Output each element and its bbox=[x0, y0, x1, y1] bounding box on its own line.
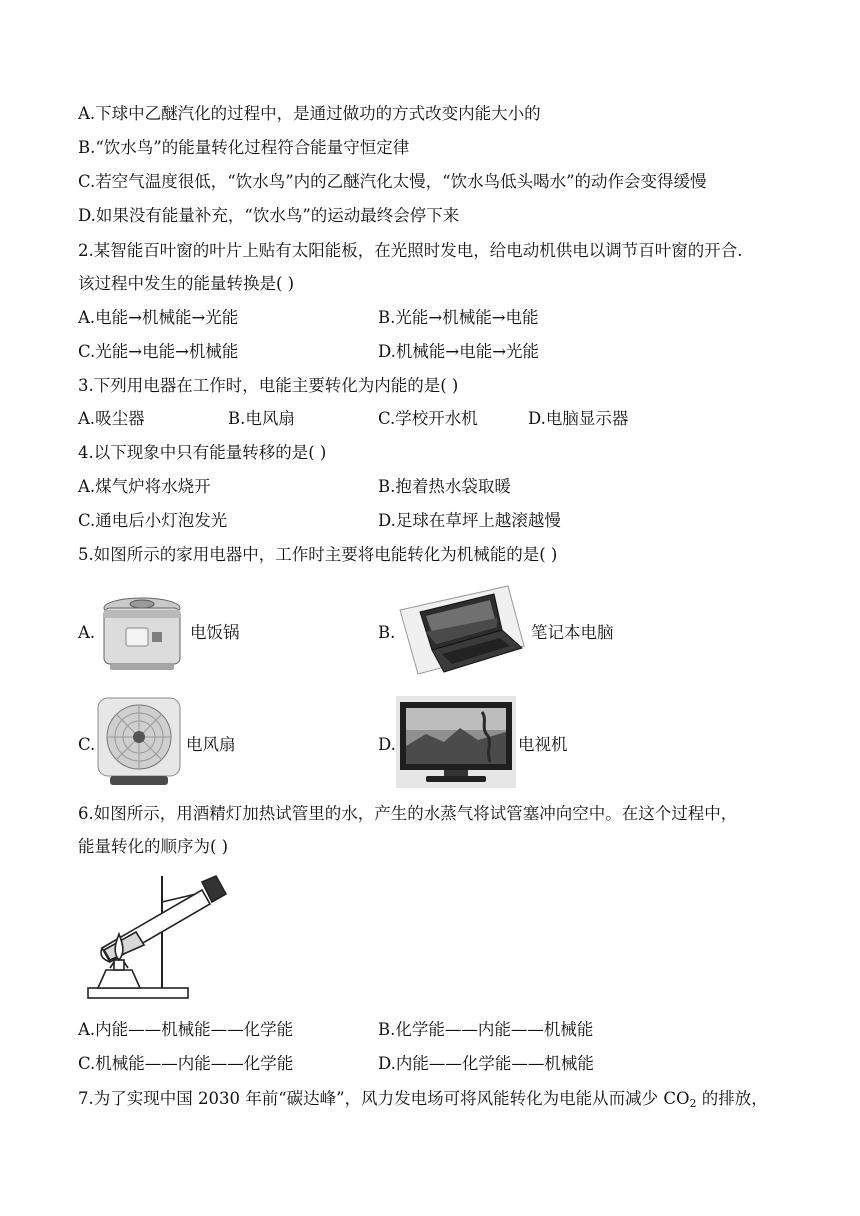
q6-stem-line2: 能量转化的顺序为( ) bbox=[78, 837, 229, 856]
q4-stem: 4.以下现象中只有能量转移的是( ) bbox=[78, 443, 327, 462]
q7-stem-part2: 的排放， bbox=[696, 1089, 768, 1108]
q6-option-c: C.机械能——内能——化学能 bbox=[78, 1054, 294, 1073]
q2-stem-line2: 该过程中发生的能量转换是( ) bbox=[78, 274, 295, 293]
q4-option-c: C.通电后小灯泡发光 bbox=[78, 511, 228, 530]
q1-option-c: C.若空气温度很低，“饮水鸟”内的乙醚汽化太慢，“饮水鸟低头喝水”的动作会变得缓慢 bbox=[78, 172, 707, 191]
q2-option-d: D.机械能→电能→光能 bbox=[378, 342, 540, 361]
q3-option-c: C.学校开水机 bbox=[378, 409, 478, 428]
q5-option-a-text: 电饭锅 bbox=[190, 623, 240, 642]
q6-option-d: D.内能——化学能——机械能 bbox=[378, 1054, 594, 1073]
test-tube-heating-diagram bbox=[84, 872, 230, 1004]
q6-stem-line1: 6.如图所示，用酒精灯加热试管里的水，产生的水蒸气将试管塞冲向空中。在这个过程中， bbox=[78, 804, 738, 823]
q2-option-b: B.光能→机械能→电能 bbox=[378, 308, 539, 327]
q5-option-d-text: 电视机 bbox=[518, 735, 568, 754]
q3-option-b: B.电风扇 bbox=[228, 409, 295, 428]
laptop-image bbox=[396, 582, 528, 686]
q3-stem: 3.下列用电器在工作时，电能主要转化为内能的是( ) bbox=[78, 376, 459, 395]
q4-option-b: B.抱着热水袋取暖 bbox=[378, 477, 511, 496]
q3-option-a: A.吸尘器 bbox=[78, 409, 145, 428]
q5-stem: 5.如图所示的家用电器中，工作时主要将电能转化为机械能的是( ) bbox=[78, 545, 558, 564]
co2-subscript: 2 bbox=[689, 1097, 697, 1110]
electric-fan-image bbox=[94, 696, 184, 788]
q1-option-d: D.如果没有能量补充，“饮水鸟”的运动最终会停下来 bbox=[78, 206, 460, 225]
q1-option-b: B.“饮水鸟”的能量转化过程符合能量守恒定律 bbox=[78, 138, 410, 157]
q7-stem-part1: 7.为了实现中国 2030 年前“碳达峰”，风力发电场可将风能转化为电能从而减少 CO bbox=[78, 1089, 690, 1108]
q5-option-b-text: 笔记本电脑 bbox=[531, 623, 614, 642]
q5-option-c-letter: C. bbox=[78, 735, 96, 754]
q2-option-a: A.电能→机械能→光能 bbox=[78, 308, 239, 327]
q5-option-a-letter: A. bbox=[78, 623, 96, 642]
q5-option-c-text: 电风扇 bbox=[186, 735, 236, 754]
television-image bbox=[396, 696, 516, 788]
q4-option-d: D.足球在草坪上越滚越慢 bbox=[378, 511, 561, 530]
q1-option-a: A.下球中乙醚汽化的过程中，是通过做功的方式改变内能大小的 bbox=[78, 104, 541, 123]
q2-option-c: C.光能→电能→机械能 bbox=[78, 342, 239, 361]
q4-option-a: A.煤气炉将水烧开 bbox=[78, 477, 211, 496]
q6-option-a: A.内能——机械能——化学能 bbox=[78, 1020, 294, 1039]
q7-stem bbox=[78, 1088, 768, 1115]
rice-cooker-image bbox=[96, 588, 188, 676]
q5-option-b-letter: B. bbox=[378, 623, 396, 642]
q3-option-d: D.电脑显示器 bbox=[528, 409, 629, 428]
q5-option-d-letter: D. bbox=[378, 735, 396, 754]
q2-stem-line1: 2.某智能百叶窗的叶片上贴有太阳能板，在光照时发电，给电动机供电以调节百叶窗的开合. bbox=[78, 241, 743, 260]
q6-option-b: B.化学能——内能——机械能 bbox=[378, 1020, 594, 1039]
